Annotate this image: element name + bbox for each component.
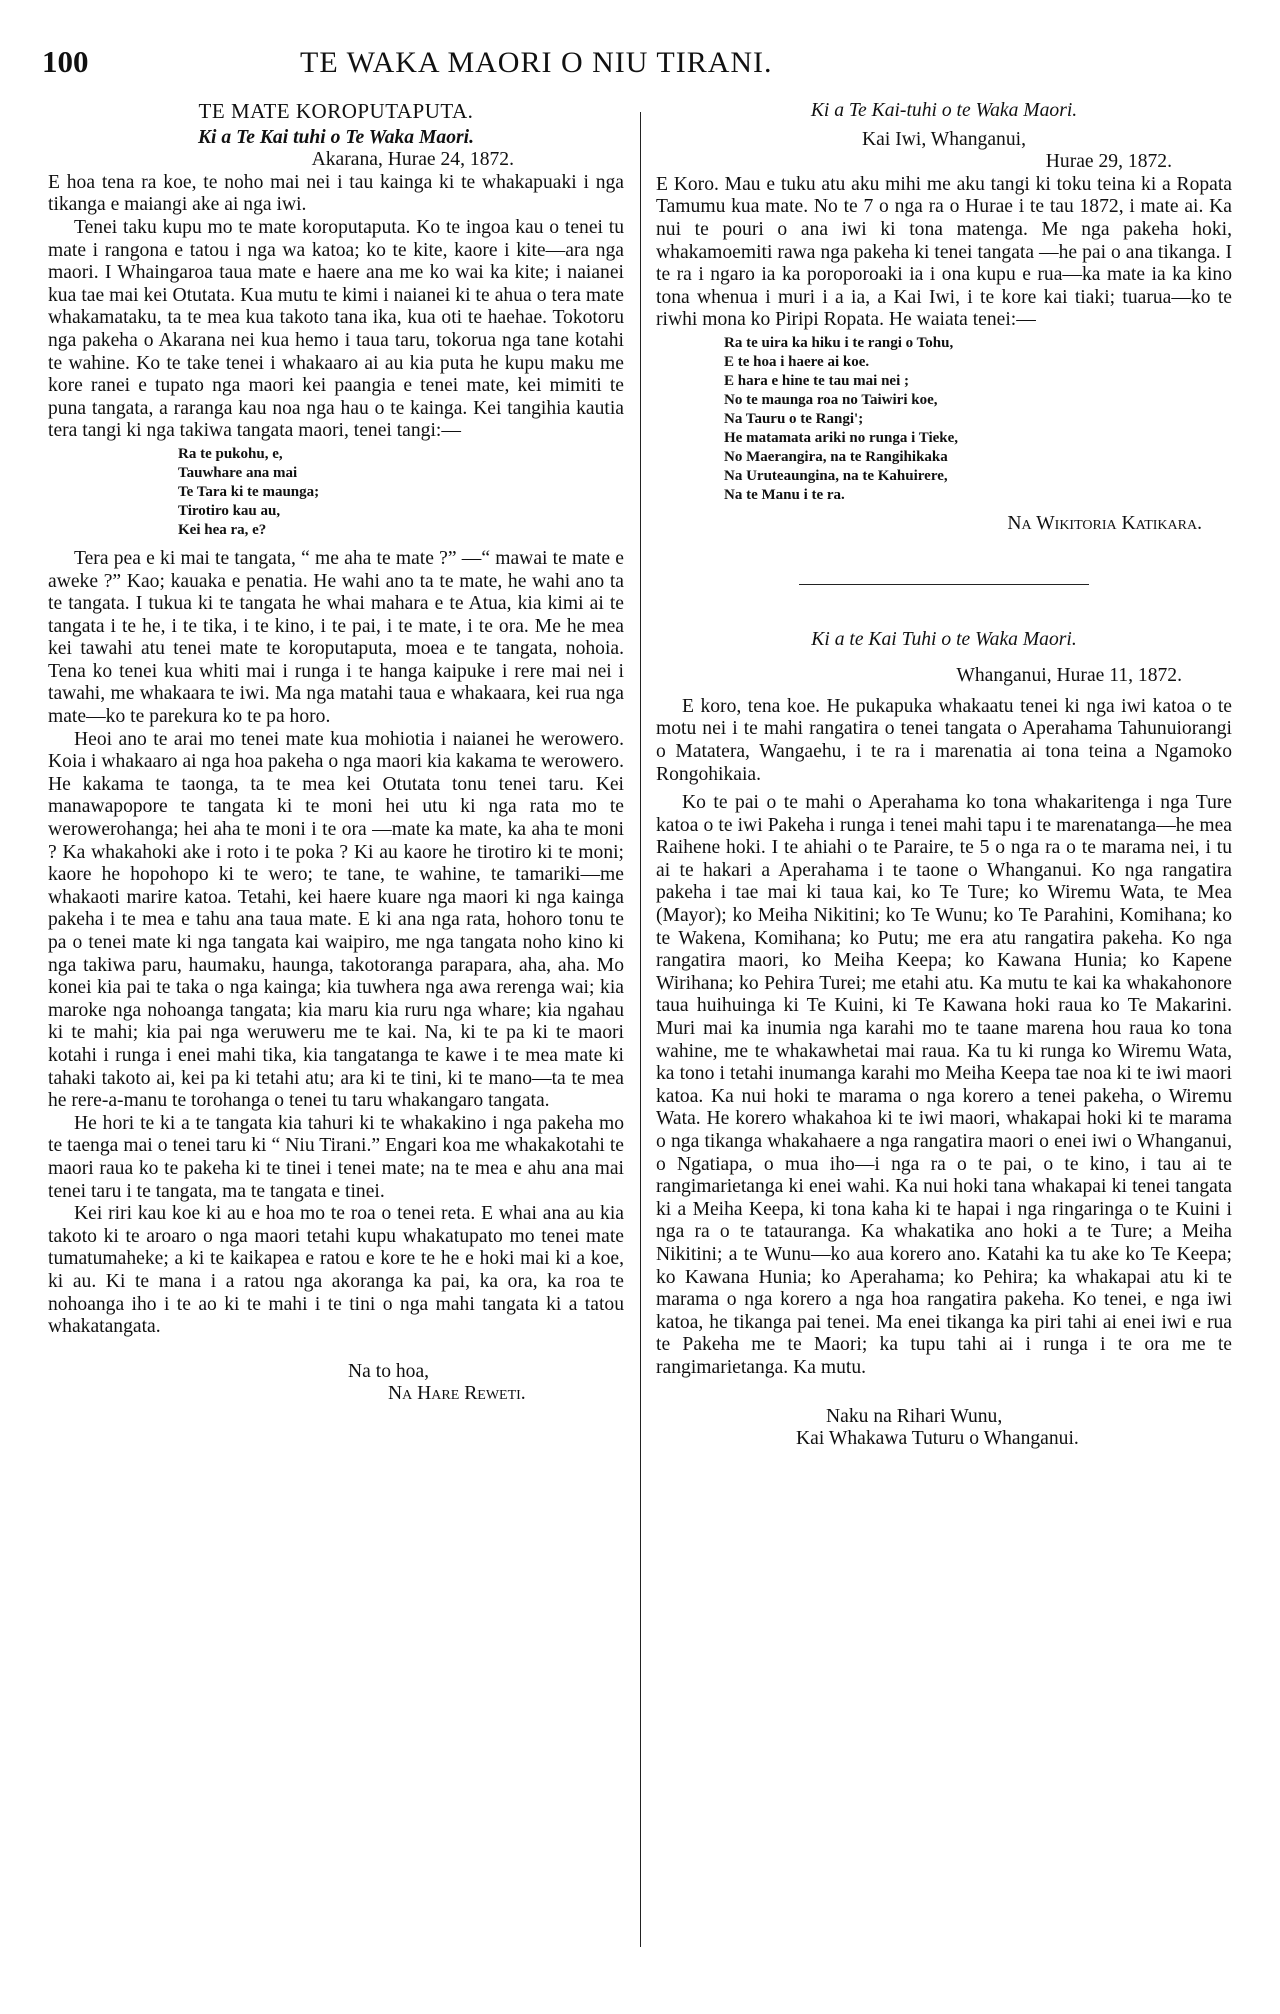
lament-poem (178, 445, 624, 540)
poem-line: E hara e hine te tau mai nei ; (724, 372, 909, 389)
letter1-date: Hurae 29, 1872. (1045, 151, 1172, 173)
right-column (656, 100, 1232, 1451)
article-dateline: Akarana, Hurae 24, 1872. (311, 149, 514, 171)
poem-line: No Maerangira, na te Rangihikaka (724, 448, 948, 465)
poem-line: No te maunga roa no Taiwiri koe, (724, 391, 938, 408)
paragraph: E hoa tena ra koe, te noho mai nei i tau kainga ki te whakapuaki i nga tikanga e maiangi ake ai nga iwi. (48, 171, 624, 216)
poem-line: Te Tara ki te maunga; (178, 483, 320, 500)
page-number: 100 (42, 44, 89, 79)
column-divider (640, 112, 641, 1947)
poem-line: Na te Manu i te ra. (724, 486, 845, 503)
poem-line: Tirotiro kau au, (178, 502, 281, 519)
paragraph: Ko te pai o te mahi o Aperahama ko tona whakaritenga i nga Ture katoa o te iwi Pakeha i runga i tenei mahi tapu i te marenatanga—he mea Raihene hoki. I te ahiahi o te Paraire, te 5 o nga ra o te marama nei, i tu ai te hakari a Aperahama i te taone o Whanganui. Ko nga rangatira pakeha i tae mai ki taua kai, ko Te Ture; ko Wiremu Wata, te Mea (Mayor); ko Meiha Nikitini; ko Te Wunu; ko Te Parahini, Komihana; ko te Wakena, Komihana; ko Putu; me era atu rangatira pakeha. Ko nga rangatira maori, ko Meiha Keepa; ko Kawana Hunia; ko Kapene Wirihana; ko Pehira Turei; me etahi atu. Ka mutu te kai ka whakahonore taua huihuinga ki Te Kuini, ki Te Kawana hoki raua ko Te Makarini. Muri mai ka inumia nga karahi mo te taane marena hou raua ko tona wahine, me te whakawhetai mai raua. Ka tu ki runga ko Wiremu Wata, ka tono i tetahi inumanga karahi mo Meiha Keepa tae noa ki te iwi maori katoa. Ka nui hoki te marama o nga korero a tenei pakeha, o Wiremu Wata. He korero whakahoa ki te iwi maori, whakapai hoki ki te marama o nga tikanga whakahaere a nga rangatira maori o enei iwi o Whanganui, o Ngatiapa, o mua iho—i nga ra o te pai, o te kino, i tau ai te rangimarietanga ki enei wahi. Ka nui hoki tana whakapai ki tenei tangata ki a Meiha Keepa, ki tona kaha ki te hapai i nga ringaringa o te Kuini i nga ra o te tataurangа. Ka whakatika ano hoki a te Ture; a Meiha Nikitini; a te Wunu—ko aua korero ano. Katahi ka tu ake ko Te Keepa; ko Kawana Hunia; ko Aperahama; ko Pehira; ka whakapai atu ki te marama o nga korero a nga hoa rangatira pakeha. Ko tenei, e nga iwi katoa, he tikanga pai tenei. Ma enei tikanga ka piri tahi ai enei iwi e rua te Pakeha me te Maori; ka tupu tahi ai i runga i te ora me te rangimarietanga. Ka mutu. (656, 792, 1232, 1378)
paragraph: Tenei taku kupu mo te mate koroputaputa. Ko te ingoa kau o tenei tu mate i rangona e tatou i nga wa katoa; ko te kite, kaore i kite—ara nga maori. I Whaingaroa taua mate e haere ana me ko wai ka kite; i naianei kua tae mai kei Otutata. Kua mutu te kimi i naianei ki te ahua o tera mate whakamataku, ta te mea kua takoto tana ika, kua oti te haehae. Tokotoru nga pakeha o Akarana nei kua hemo i taua taru, tokorua nga tane kotahi te wahine. Ko te take tenei i whakaaro ai au kia puta he kupu maku me kore ranei e tupato nga maori kei paangia e tenei mate, kei mimiti te puna tangata, a raranga kau noa nga hau o te kainga. Kei tangihia kautia tera tangi ki nga takiwa tangata maori, tenei tangi:— (48, 216, 624, 442)
letter2-dateline: Whanganui, Hurae 11, 1872. (956, 665, 1182, 687)
article-title: TE MATE KOROPUTAPUTA. (198, 99, 474, 123)
letter1-signature: Na Wikitoria Katikara. (1007, 512, 1202, 534)
paragraph: He hori te ki a te tangata kia tahuri ki te whakakino i nga pakeha mo te taenga mai o tenei taru ki “ Niu Tirani.” Engari koa me whakakotahi te maori raua ko te pakeha ki te tinei i tenei mate; na te mea e ahu ana mai tenei taru i te tangata, ma te tangata e tinei. (48, 1112, 624, 1202)
waiata-poem (724, 334, 1232, 505)
letter1-place: Kai Iwi, Whanganui, (862, 128, 1026, 150)
poem-line: E te hoa i haere ai koe. (724, 353, 870, 370)
newspaper-title: TE WAKA MAORI O NIU TIRANI. (300, 46, 773, 79)
letter1-body: E Koro. Mau e tuku atu aku mihi me aku tangi ki toku teina ki a Ropata Tamumu kua mate. No te 7 o nga ra o Hurae i te tau 1872, i mate ai. Ka nui te pouri o ana iwi ki tona matenga. Me nga pakeha hoki, whakamoemiti rawa nga pakeha ki tenei tangata —he pai o ana tikanga. I te ra i ngaro ia ka poroporoaki ia i ona kupu e rua—ka mate ia ka kino tona whenua i muri i a ia, a Kai Iwi, i te kore kai tiaki; tuarua—ko te riwhi mona ko Piripi Ropata. He waiata tenei:— (656, 173, 1232, 331)
left-column (48, 100, 624, 1406)
article-addressee: Ki a Te Kai tuhi o Te Waka Maori. (197, 126, 474, 148)
letter2-addressee: Ki a te Kai Tuhi o te Waka Maori. (811, 628, 1077, 650)
poem-line: Ra te uira ka hiku i te rangi o Tohu, (724, 334, 954, 351)
letter2-signoff-title: Kai Whakawa Tuturu o Whanganui. (796, 1428, 1079, 1450)
poem-line: Ra te pukohu, e, (178, 445, 283, 462)
letter2-signoff-name: Naku na Rihari Wunu, (826, 1405, 1003, 1427)
poem-line: Kei hea ra, e? (178, 521, 267, 538)
signoff-name: Na Hare Reweti. (388, 1383, 526, 1405)
paragraph: Heoi ano te arai mo tenei mate kua mohiotia i naianei he werowero. Koia i whakaaro ai nga hoa pakeha o nga maori kia kakama te werowero. He kakama te taonga, ta te mea kei Otutata tonu tenei taru. Kei manawapopore te tangata ki te moni hei utu ki nga rata mo te werowerohanga; hei aha te moni i te ora —mate ka mate, ka aha te moni ? Ka whakahoki ake i roto i te poka ? Ki au kaore he tirotiro ki te moni; kaore he hopohopo ki te wero; te tane, te wahine, te tamariki—me whakaoti marire katoa. Tetahi, kei haere kuare nga maori ki nga kainga pakeha i te mea e tahu ana taua mate. E ki ana nga rata, hohoro tonu te pa o tenei mate ki nga tangata kai waipiro, me nga tangata noho kino ki nga takiwa paru, haumaku, haunga, takotoranga parapara, aha, aha. Mo konei kia pai te taka o nga kainga; kia tuwhera nga awa rerenga wai; kia maroke nga nohoanga tangata; kia maru kia ruru nga whare; kia ngahau ki te mahi; kia pai nga weruweru me te kai. Na, ki te pa ki te maori kotahi i runga i enei mahi tika, kia tangatanga te kawe i te mea mate ki tahaki takoto ai, kei pa ki tetahi atu; ara ki te tini, ki te mano—ta te mea he rere-a-manu te torohanga o tenei tu taru whakangaro tangata. (48, 728, 624, 1112)
paragraph: E koro, tena koe. He pukapuka whakaatu tenei ki nga iwi katoa o te motu nei i te mahi rangatira o tenei tangata o Aperahama Tahunuiorangi o Matatera, Wangaehu, i te ra i marenatia ai tona teina a Ngamoko Rongohikaia. (656, 695, 1232, 785)
signoff-salutation: Na to hoa, (348, 1360, 430, 1382)
paragraph: Tera pea e ki mai te tangata, “ me aha te mate ?” —“ mawai te mate e aweke ?” Kao; kauaka e penatia. He wahi ano ta te mate, he wahi ano ta te tangata. I tukua ki te tangata he whai mahara e te Atua, kia kimi ai te tangata i te he, i te tika, i te kino, i te pai, i te mate, i te ora. Me he mea kei tawahi atu tenei mate te koroputaputa, moea e te tangata, nohoia. Tena ko tenei kua whiti mai i runga i te hanga kaipuke i rere mai nei i tawahi, me whakaara te iwi. Ma nga matahi taua e whakaara, kei rua nga mate—ko te parekura ko te pa horo. (48, 547, 624, 728)
poem-line: He matamata ariki no runga i Tieke, (724, 429, 959, 446)
poem-line: Na Tauru o te Rangi'; (724, 410, 864, 427)
letter1-addressee: Ki a Te Kai-tuhi o te Waka Maori. (810, 100, 1078, 121)
poem-line: Na Uruteaungina, na te Kahuirere, (724, 467, 948, 484)
paragraph: Kei riri kau koe ki au e hoa mo te roa o tenei reta. E whai ana au kia takoto ki te aroaro o nga maori tetahi kupu whakatupato mo tenei mate tumatumaheke; a ki te kaikapea e ratou e kore te he e hoki mai ki a koe, ki au. Ki te mana i a ratou nga akoranga ka pai, ka ora, ka roa te nohoanga iho i te ao ki te mahi i te tini o nga mahi tangata ki a tatou whakatangata. (48, 1203, 624, 1338)
poem-line: Tauwhare ana mai (178, 464, 298, 481)
letter-separator (799, 584, 1089, 585)
